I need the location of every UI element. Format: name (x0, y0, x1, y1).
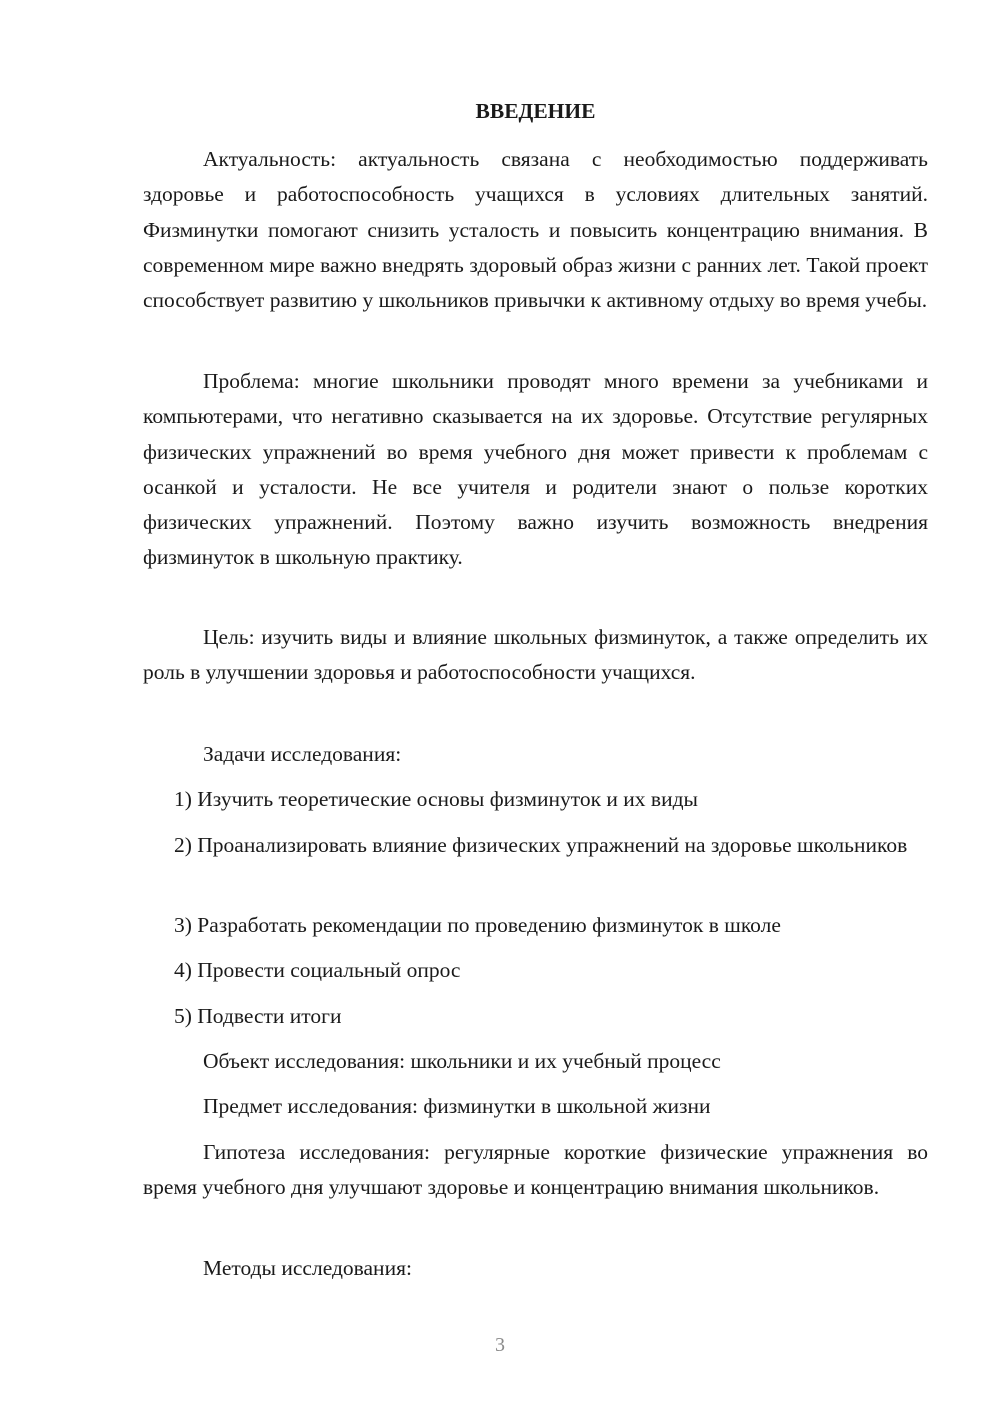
task-item-3: 3) Разработать рекомендации по проведению физминуток в школе (174, 913, 781, 937)
methods-heading: Методы исследования: (203, 1256, 412, 1280)
task-item-5: 5) Подвести итоги (174, 1004, 342, 1028)
paragraph-subject: Предмет исследования: физминутки в школьной жизни (203, 1094, 711, 1118)
paragraph-relevance: Актуальность: актуальность связана с необходимостью поддерживать здоровье и работоспособность учащихся в условиях длительных занятий. Физминутки помогают снизить усталость и повысить концентрацию внимания. В современном мире важно внедрять здоровый образ жизни с ранних лет. Такой проект способствует развитию у школьников привычки к активному отдыху во время учебы. (143, 147, 928, 313)
task-item-4: 4) Провести социальный опрос (174, 958, 461, 982)
paragraph-hypothesis: Гипотеза исследования: регулярные короткие физические упражнения во время учебного дня улучшают здоровье и концентрацию внимания школьников. (143, 1140, 928, 1200)
task-item-2: 2) Проанализировать влияние физических упражнений на здоровье школьников (174, 833, 908, 857)
paragraph-problem: Проблема: многие школьники проводят много времени за учебниками и компьютерами, что негативно сказывается на их здоровье. Отсутствие регулярных физических упражнений во время учебного дня может привести к проблемам с осанкой и усталости. Не все учителя и родители знают о пользе коротких физических упражнений. Поэтому важно изучить возможность внедрения физминуток в школьную практику. (143, 369, 928, 570)
page-number: 3 (495, 1334, 505, 1356)
tasks-heading: Задачи исследования: (203, 742, 402, 766)
page-title: ВВЕДЕНИЕ (475, 99, 596, 123)
paragraph-object: Объект исследования: школьники и их учебный процесс (203, 1049, 721, 1073)
task-item-1: 1) Изучить теоретические основы физминуток и их виды (174, 787, 698, 811)
paragraph-goal: Цель: изучить виды и влияние школьных физминуток, а также определить их роль в улучшении здоровья и работоспособности учащихся. (143, 625, 928, 685)
